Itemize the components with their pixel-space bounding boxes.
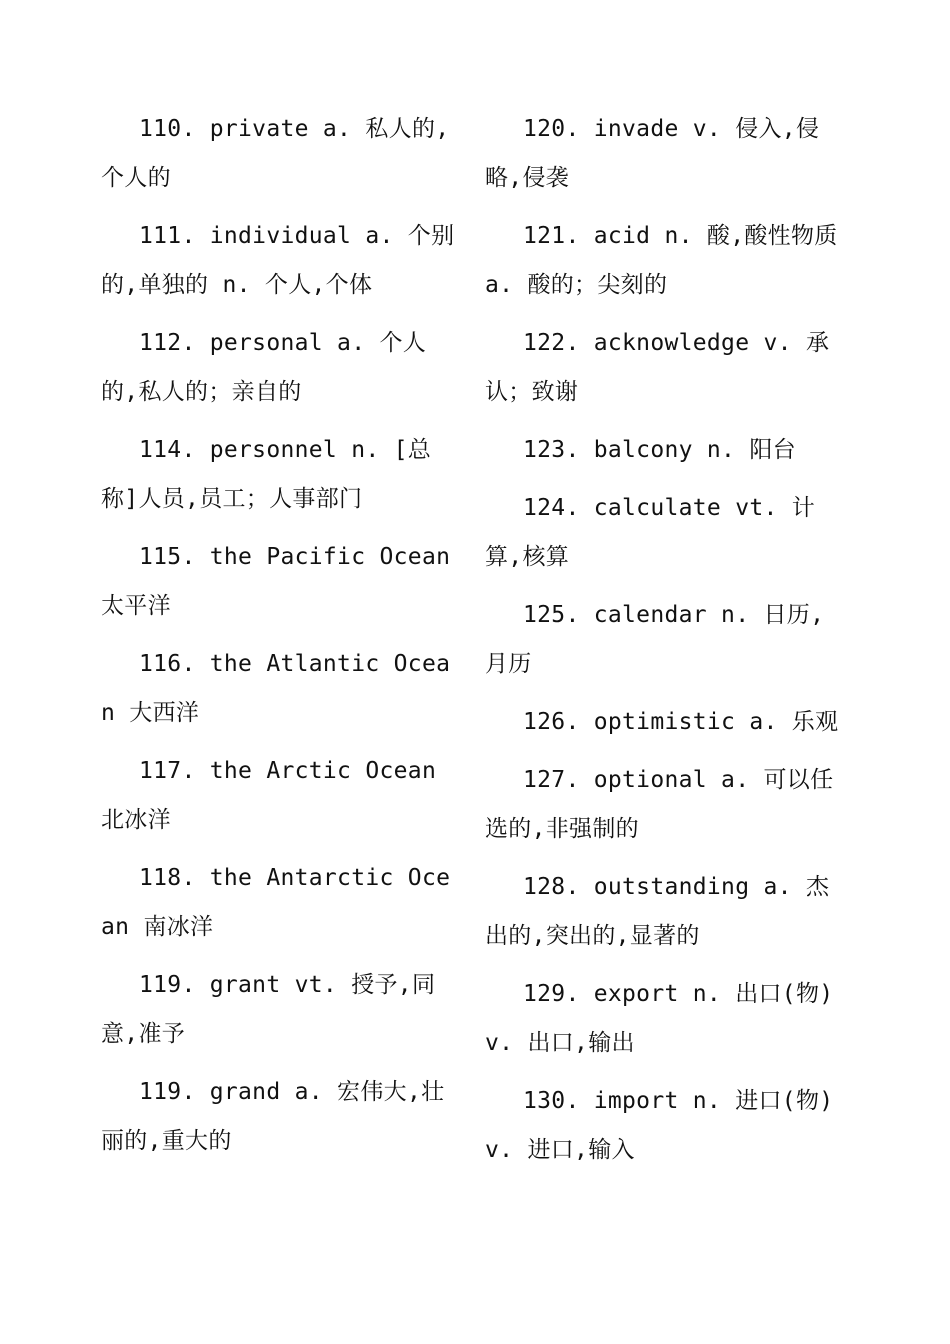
vocab-entry: 126. optimistic a. 乐观: [523, 709, 839, 735]
vocab-entry: 121. acid n. 酸,酸性物质 a. 酸的；尖刻的: [485, 223, 838, 298]
vocab-entry: 119. grand a. 宏伟大,壮丽的,重大的: [101, 1079, 445, 1154]
vocab-entry: 116. the Atlantic Ocean 大西洋: [101, 651, 451, 726]
vocab-entry: 125. calendar n. 日历,月历: [485, 602, 825, 677]
vocab-entry: 120. invade v. 侵入,侵略,侵袭: [485, 116, 820, 191]
vocab-entry: 129. export n. 出口(物) v. 出口,输出: [485, 981, 834, 1056]
vocab-entry: 114. personnel n. [总称]人员,员工；人事部门: [101, 437, 432, 512]
vocab-entry: 110. private a. 私人的,个人的: [101, 116, 450, 191]
vocab-entry: 122. acknowledge v. 承认；致谢: [485, 330, 830, 405]
vocab-entry: 118. the Antarctic Ocean 南冰洋: [101, 865, 451, 940]
vocab-entry: 124. calculate vt. 计算,核算: [485, 495, 816, 570]
vocab-entry: 127. optional a. 可以任选的,非强制的: [485, 767, 834, 842]
vocab-entry: 112. personal a. 个人的,私人的；亲自的: [101, 330, 427, 405]
vocab-entry: 123. balcony n. 阳台: [523, 437, 796, 463]
right-column: [485, 105, 841, 1184]
vocab-entry: 119. grant vt. 授予,同意,准予: [101, 972, 436, 1047]
vocab-entry: 130. import n. 进口(物) v. 进口,输入: [485, 1088, 834, 1163]
vocab-entry: 115. the Pacific Ocean 太平洋: [101, 544, 451, 619]
left-column: [101, 105, 457, 1175]
vocab-entry: 128. outstanding a. 杰出的,突出的,显著的: [485, 874, 830, 949]
vocab-entry: 111. individual a. 个别的,单独的 n. 个人,个体: [101, 223, 455, 298]
vocab-entry: 117. the Arctic Ocean 北冰洋: [101, 758, 437, 833]
